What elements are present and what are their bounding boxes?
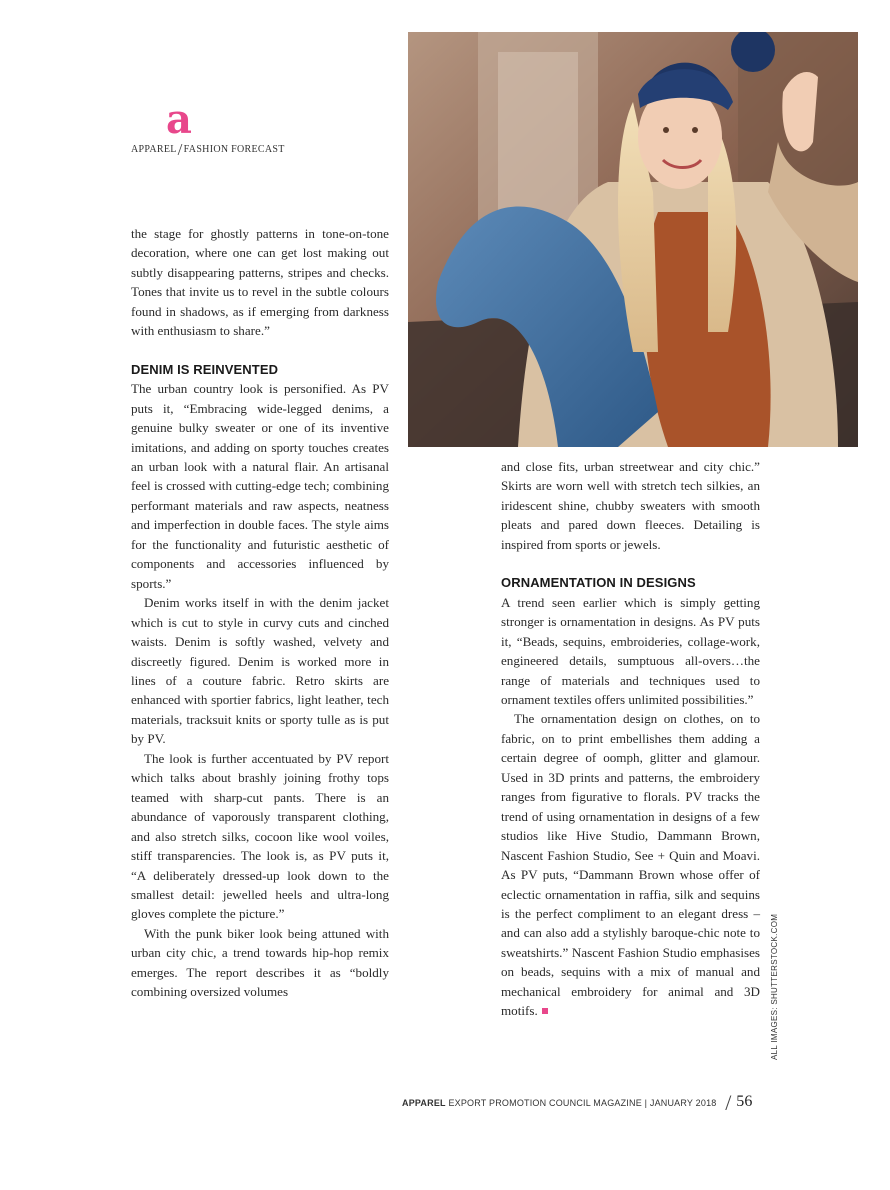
page-footer — [402, 1090, 753, 1116]
left-paragraph-2: Denim works itself in with the denim jacket which is cut to style in curvy cuts and cinched waists. Denim is softly washed, velvety and discreetly figured. Denim is worked more in lines of a couture fabric. Retro skirts are enhanced with sportier fabrics, light leather, tech materials, tracksuit knits or sporty tulle as is put by PV. — [131, 595, 389, 747]
magazine-logo: a — [166, 96, 192, 143]
section-label — [131, 140, 285, 160]
page-number: 56 — [736, 1093, 753, 1110]
section-label-left: APPAREL — [131, 144, 177, 155]
right-intro-paragraph: and close fits, urban streetwear and city chic.” Skirts are worn well with stretch tech silkies, an iridescent shine, chubby sweaters with smooth pleats and pared down fleeces. Detailing is inspired from sports or jewels. — [501, 459, 760, 552]
image-credit: ALL IMAGES: SHUTTERSTOCK.COM — [770, 913, 779, 1060]
right-paragraph-1: A trend seen earlier which is simply getting stronger is ornamentation in designs. As PV puts it, “Beads, sequins, embroideries, collage-work, engineered details, sumptuous all-overs…the range of materials and techniques used to ornament textiles offers unlimited possibilities.” — [501, 594, 760, 707]
section-label-slash: / — [177, 140, 183, 159]
footer-separator: | — [644, 1098, 648, 1108]
footer-brand: APPAREL — [402, 1098, 446, 1108]
footer-slash: / — [725, 1090, 732, 1115]
left-intro-paragraph: the stage for ghostly patterns in tone-on-tone decoration, where one can get lost making out subtly disappearing patterns, stripes and checks. Tones that invite us to revel in the subtle colours found in shadows, as if emerging from darkness with enthusiasm to share.” — [131, 226, 389, 339]
end-of-article-mark — [542, 1008, 548, 1014]
heading-denim-reinvented: DENIM IS REINVENTED — [131, 361, 279, 377]
right-paragraph-2-text: The ornamentation design on clothes, on to fabric, on to print embellishes them adding a certain degree of oomph, glitter and glamour. Used in 3D prints and patterns, the embroidery ranges from figurative to florals. PV tracks the trend of using ornamentation in designs of a few studios like Hive Studio, Dammann Brown, Nascent Fashion Studio, See + Quin and Moavi. As PV puts, “Dammann Brown whose offer of eclectic ornamentation in raffia, silk and sequins is the perfect compliment to an elegant dress – and can also add a stylishly baroque-chic note to sweatshirts.” Nascent Fashion Studio emphasises on beads, sequins with a mix of manual and mechanical embroidery for animal and 3D motifs. — [501, 711, 760, 1019]
right-column — [501, 457, 760, 1021]
footer-issue: JANUARY 2018 — [649, 1098, 717, 1108]
fashion-photo — [408, 32, 858, 447]
footer-publication: EXPORT PROMOTION COUNCIL MAGAZINE — [448, 1098, 642, 1108]
left-column — [131, 224, 389, 1002]
right-paragraph-2 — [501, 709, 760, 1020]
heading-ornamentation: ORNAMENTATION IN DESIGNS — [501, 575, 696, 591]
left-paragraph-1: The urban country look is personified. As PV puts it, “Embracing wide-legged denims, a genuine bulky sweater or one of its inventive imitations, and adding on sporty touches creates an urban look with a natural flair. An artisanal feel is crossed with cutting-edge tech; combining performant materials and raw aspects, neatness and imperfection in double faces. The style aims for the functionality and futuristic aesthetic of components and accessories influenced by sports.” — [131, 381, 389, 591]
left-paragraph-3: The look is further accentuated by PV report which talks about brashly joining frothy tops teamed with sharp-cut pants. There is an abundance of vaporously transparent clothing, and also stretch silks, cocoon like wool voiles, stiff transparencies. The look is, as PV puts it, “A deliberately dressed-up look down to the smallest detail: jewelled heels and ultra-long gloves complete the picture.” — [131, 750, 389, 922]
section-label-right: FASHION FORECAST — [183, 144, 285, 155]
left-paragraph-4: With the punk biker look being attuned with urban city chic, a trend towards hip-hop remix emerges. The report describes it as “boldly combining oversized volumes — [131, 925, 389, 1000]
